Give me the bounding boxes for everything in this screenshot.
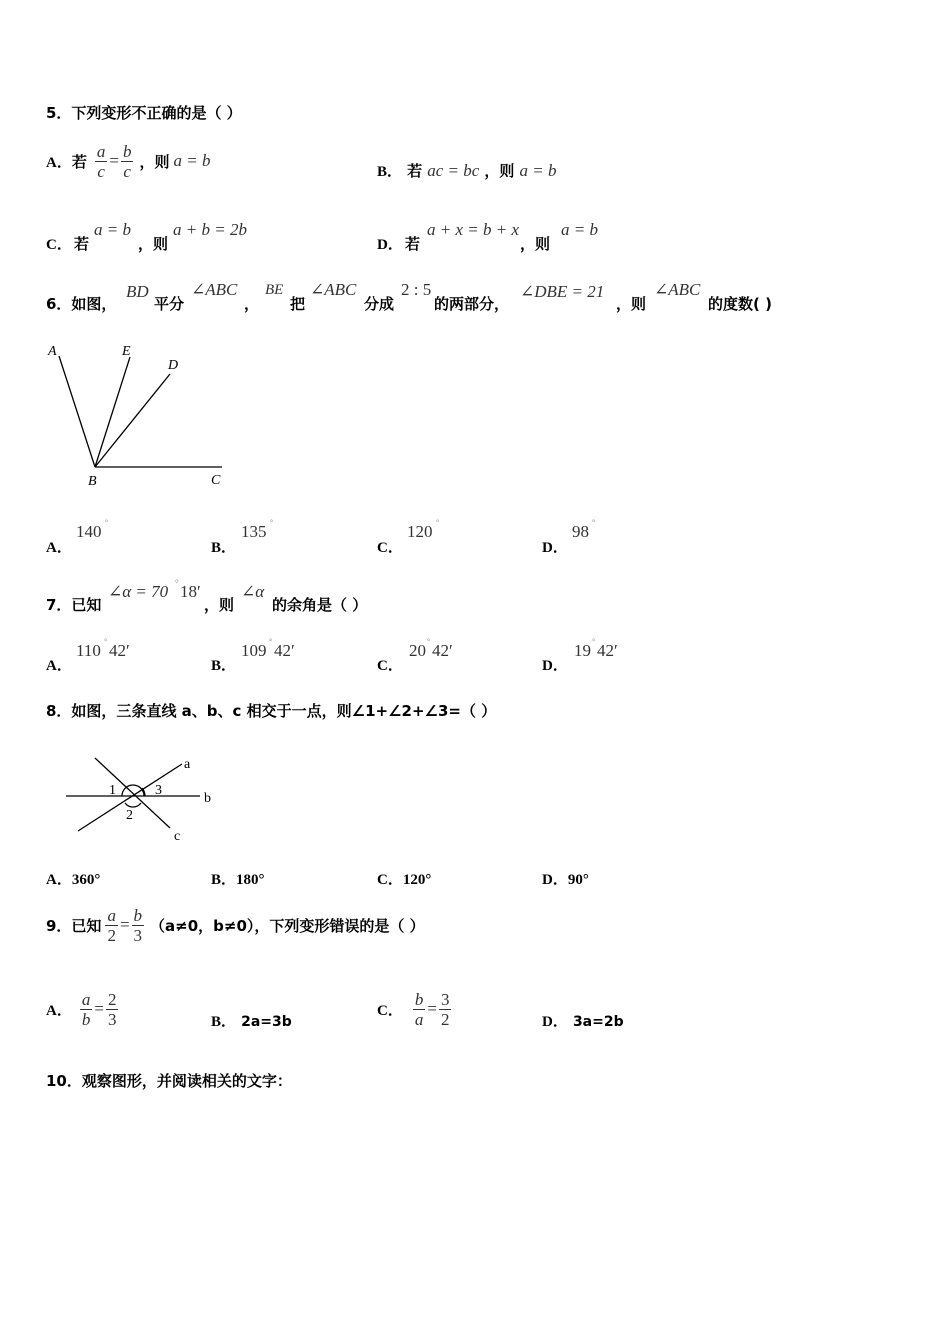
fraction-a-over-b: $\frac{a}{b}$ bbox=[81, 989, 91, 1029]
q5-option-a: A． 若 $\frac{a}{c}$ = $\frac{b}{c}$ ，则 a = b bbox=[46, 141, 211, 181]
line-label-c: c bbox=[174, 829, 181, 844]
q7-stem bbox=[46, 580, 546, 616]
q7-options bbox=[46, 637, 726, 674]
angle-label-2: 2 bbox=[126, 808, 133, 823]
degree-mark: ° bbox=[269, 637, 273, 646]
point-label-b: B bbox=[88, 474, 97, 489]
line-label-b: b bbox=[204, 791, 211, 806]
text-ruo: 若 bbox=[407, 162, 423, 180]
degree-mark: ° bbox=[592, 637, 596, 646]
q6-option-a bbox=[46, 518, 206, 556]
q6-figure bbox=[40, 338, 240, 493]
q8-option-a: A．360° bbox=[46, 872, 101, 888]
option-label: D． bbox=[377, 237, 403, 253]
minutes: 18′ bbox=[180, 582, 201, 601]
point-label-c: C bbox=[211, 473, 221, 488]
point-label-a: A bbox=[48, 344, 57, 359]
option-label: C． bbox=[377, 658, 403, 674]
text: ，则 bbox=[204, 596, 235, 614]
q5-stem: 5．下列变形不正确的是（ ） bbox=[46, 104, 242, 122]
option-label: A． bbox=[46, 658, 72, 674]
result-expr: a = b bbox=[519, 161, 557, 180]
point-label-e: E bbox=[122, 344, 131, 359]
q5-option-d bbox=[377, 218, 677, 258]
text-ruo: 若 bbox=[405, 235, 421, 253]
q8-figure bbox=[62, 748, 232, 848]
fraction-a-over-2: $\frac{a}{2}$ bbox=[107, 905, 116, 945]
angle-label-1: 1 bbox=[109, 783, 116, 798]
q5-option-b bbox=[377, 160, 556, 181]
text: 9．已知 bbox=[46, 916, 102, 935]
line-label-a: a bbox=[184, 757, 191, 772]
segment-bd: BD bbox=[126, 282, 149, 301]
text: ，则 bbox=[616, 295, 647, 313]
q7-option-b bbox=[211, 637, 371, 674]
text: （a≠0，b≠0），下列变形错误的是（ ） bbox=[150, 916, 425, 935]
option-label: B． bbox=[211, 1014, 237, 1030]
angle-alpha: ∠α bbox=[241, 582, 265, 601]
segment-be: BE bbox=[265, 282, 284, 298]
degree-mark: ° bbox=[105, 518, 109, 527]
option-label: C． bbox=[46, 237, 72, 253]
degree-mark: ° bbox=[592, 518, 596, 527]
point-label-d: D bbox=[168, 358, 179, 373]
option-value: 120 bbox=[407, 522, 433, 541]
text-ruo: 若 bbox=[74, 235, 90, 253]
q6-options bbox=[46, 518, 726, 556]
text-ze: ，则 bbox=[520, 235, 551, 253]
text: 分成 bbox=[364, 295, 395, 313]
fraction-3-over-2: $\frac{3}{2}$ bbox=[440, 989, 450, 1029]
option-label: A． bbox=[46, 154, 72, 171]
condition-expr: ac = bc bbox=[427, 161, 480, 180]
q6-number: 6．如图， bbox=[46, 295, 117, 313]
q8-option-d: D．90° bbox=[542, 872, 589, 888]
q8-option-c: C．120° bbox=[377, 872, 432, 888]
text: 的两部分， bbox=[434, 295, 510, 313]
text-ze: ，则 bbox=[138, 235, 169, 253]
q8-stem: 8．如图，三条直线 a、b、c 相交于一点，则∠1+∠2+∠3=（ ） bbox=[46, 702, 497, 720]
angle-dbe: ∠DBE = 21 bbox=[520, 282, 605, 301]
text: 的度数( ) bbox=[708, 295, 772, 313]
option-value: 98 bbox=[572, 522, 589, 541]
angle-abc: ∠ABC bbox=[191, 280, 238, 299]
text: 把 bbox=[290, 295, 306, 313]
result-expr: a = b bbox=[173, 151, 211, 170]
option-label: A． bbox=[46, 1002, 72, 1019]
condition-expr: a = b bbox=[94, 220, 131, 239]
option-label: C． bbox=[377, 540, 403, 556]
q9-option-c: C． $\frac{b}{a}$ = $\frac{3}{2}$ bbox=[377, 989, 450, 1029]
option-label: B． bbox=[211, 540, 237, 556]
degree-mark: ° bbox=[175, 578, 179, 588]
fraction-a-over-c: $\frac{a}{c}$ bbox=[96, 141, 106, 181]
degree-mark: ° bbox=[270, 518, 274, 527]
option-value: 140 bbox=[76, 522, 102, 541]
option-label: B． bbox=[377, 164, 403, 180]
angle-alpha-value: ∠α = 70 bbox=[108, 582, 169, 601]
text-ze: ，则 bbox=[139, 152, 170, 171]
text: 7．已知 bbox=[46, 596, 102, 614]
q5-option-c bbox=[46, 218, 366, 258]
q6-option-c bbox=[377, 518, 537, 556]
fraction-b-over-3: $\frac{b}{3}$ bbox=[133, 905, 143, 945]
q9-option-b bbox=[211, 1010, 292, 1031]
q10-stem: 10．观察图形，并阅读相关的文字： bbox=[46, 1072, 292, 1090]
q7-option-a bbox=[46, 637, 206, 674]
q9-option-a: A． $\frac{a}{b}$ = $\frac{2}{3}$ bbox=[46, 989, 117, 1029]
degrees: 19 bbox=[574, 641, 591, 660]
q6-option-d bbox=[542, 518, 702, 556]
option-label: C． bbox=[377, 1002, 403, 1019]
fraction-2-over-3: $\frac{2}{3}$ bbox=[107, 989, 117, 1029]
condition-expr: a + x = b + x bbox=[427, 220, 520, 239]
q6-stem bbox=[46, 278, 906, 318]
q6-option-b bbox=[211, 518, 371, 556]
text-ze: ，则 bbox=[484, 162, 515, 180]
ratio: 2 : 5 bbox=[401, 280, 432, 299]
q8-option-b: B．180° bbox=[211, 872, 265, 888]
option-label: D． bbox=[542, 540, 568, 556]
degrees: 109 bbox=[241, 641, 267, 660]
degrees: 110 bbox=[76, 641, 101, 660]
text: 的余角是（ ） bbox=[272, 596, 368, 614]
option-value: 3a=2b bbox=[572, 1014, 624, 1030]
degree-mark: ° bbox=[427, 637, 431, 646]
minutes: 42′ bbox=[597, 641, 618, 660]
angle-label-3: 3 bbox=[155, 783, 162, 798]
degree-mark: ° bbox=[436, 518, 440, 527]
option-label: B． bbox=[211, 658, 237, 674]
q9-stem: 9．已知 $\frac{a}{2}$ = $\frac{b}{3}$ （a≠0，b≠0），下列变形错误的是（ ） bbox=[46, 905, 425, 945]
text: 平分 bbox=[154, 295, 185, 313]
minutes: 42′ bbox=[432, 641, 453, 660]
option-label: A． bbox=[46, 540, 72, 556]
fraction-b-over-a: $\frac{b}{a}$ bbox=[414, 989, 424, 1029]
option-value: 135 bbox=[241, 522, 267, 541]
result-expr: a = b bbox=[561, 220, 598, 239]
minutes: 42′ bbox=[109, 641, 130, 660]
fraction-b-over-c: $\frac{b}{c}$ bbox=[122, 141, 132, 181]
q9-option-d bbox=[542, 1010, 624, 1031]
degree-mark: ° bbox=[104, 637, 108, 646]
degrees: 20 bbox=[409, 641, 426, 660]
q7-option-d bbox=[542, 637, 702, 674]
q7-option-c bbox=[377, 637, 537, 674]
text: ， bbox=[244, 295, 260, 313]
angle-abc: ∠ABC bbox=[310, 280, 357, 299]
text-ruo: 若 bbox=[71, 152, 87, 171]
option-value: 2a=3b bbox=[241, 1014, 292, 1030]
option-label: D． bbox=[542, 1014, 568, 1030]
angle-abc: ∠ABC bbox=[654, 280, 701, 299]
option-label: D． bbox=[542, 658, 568, 674]
result-expr: a + b = 2b bbox=[173, 220, 247, 239]
minutes: 42′ bbox=[274, 641, 295, 660]
q8-options bbox=[46, 868, 726, 890]
